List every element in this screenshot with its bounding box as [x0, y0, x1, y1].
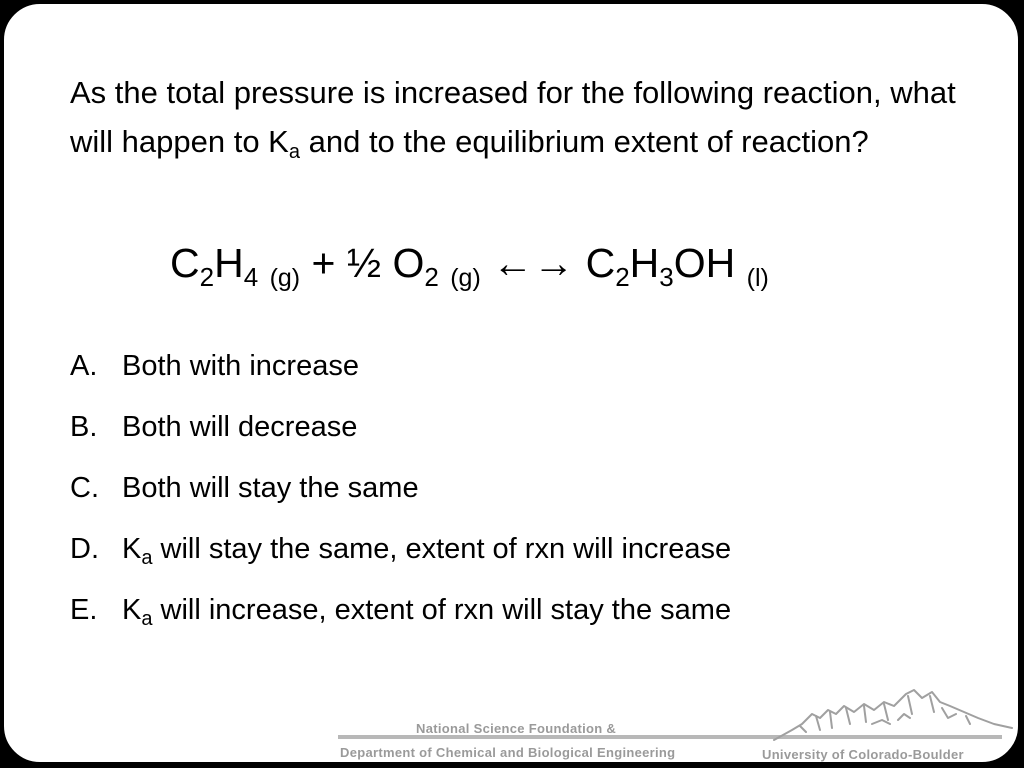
option-text: Both will decrease [122, 411, 358, 443]
option-text [122, 587, 731, 648]
eq-phase1: (g) [269, 264, 301, 292]
option-letter: B. [70, 411, 98, 443]
eq-c1: C [170, 240, 200, 286]
option-k-sub: a [141, 547, 153, 569]
option-letter: A. [70, 350, 98, 382]
eq-c2: C [585, 240, 616, 286]
footer-university-text: University of Colorado-Boulder [762, 747, 964, 762]
option-letter: E. [70, 594, 98, 626]
eq-o-sub: 2 [424, 262, 439, 292]
option-text: Both with increase [122, 350, 359, 382]
option-b [70, 404, 970, 465]
option-text [122, 526, 731, 587]
option-rest: will stay the same, extent of rxn will increase [152, 533, 732, 565]
question-part1: As the total pressure is increased for the following reaction, what will happen to K [70, 75, 956, 159]
eq-plus-half: + ½ [300, 240, 393, 286]
option-k: K [122, 533, 142, 565]
question-part2: and to the equilibrium extent of reaction? [300, 124, 869, 159]
eq-oh: OH [673, 240, 736, 286]
option-k-sub: a [141, 608, 153, 630]
option-a [70, 343, 970, 404]
eq-phase3: (l) [746, 264, 769, 292]
eq-c1-sub: 2 [199, 262, 215, 292]
option-text: Both will stay the same [122, 472, 419, 504]
answer-options [70, 343, 970, 648]
eq-h2-sub: 3 [659, 262, 674, 292]
footer-nsf-text: National Science Foundation & [416, 721, 617, 736]
question-text [70, 68, 970, 166]
equilibrium-arrows-icon: ←→ [480, 240, 586, 286]
option-rest: will increase, extent of rxn will stay the same [152, 594, 732, 626]
option-e [70, 587, 970, 648]
ka-subscript: a [288, 141, 300, 163]
eq-c2-sub: 2 [615, 262, 630, 292]
flatirons-mountain-logo-icon [772, 684, 1017, 744]
footer-department-text: Department of Chemical and Biological Engineering [340, 745, 676, 760]
eq-o: O [392, 240, 425, 286]
eq-phase2: (g) [450, 264, 481, 292]
option-c [70, 465, 970, 526]
option-letter: C. [70, 472, 99, 504]
reaction-equation [170, 240, 769, 292]
eq-h1: H [214, 240, 244, 286]
eq-h2: H [629, 240, 660, 286]
option-d [70, 526, 970, 587]
eq-h1-sub: 4 [243, 262, 259, 292]
slide [2, 2, 1020, 764]
option-letter: D. [70, 533, 99, 565]
option-k: K [122, 594, 142, 626]
